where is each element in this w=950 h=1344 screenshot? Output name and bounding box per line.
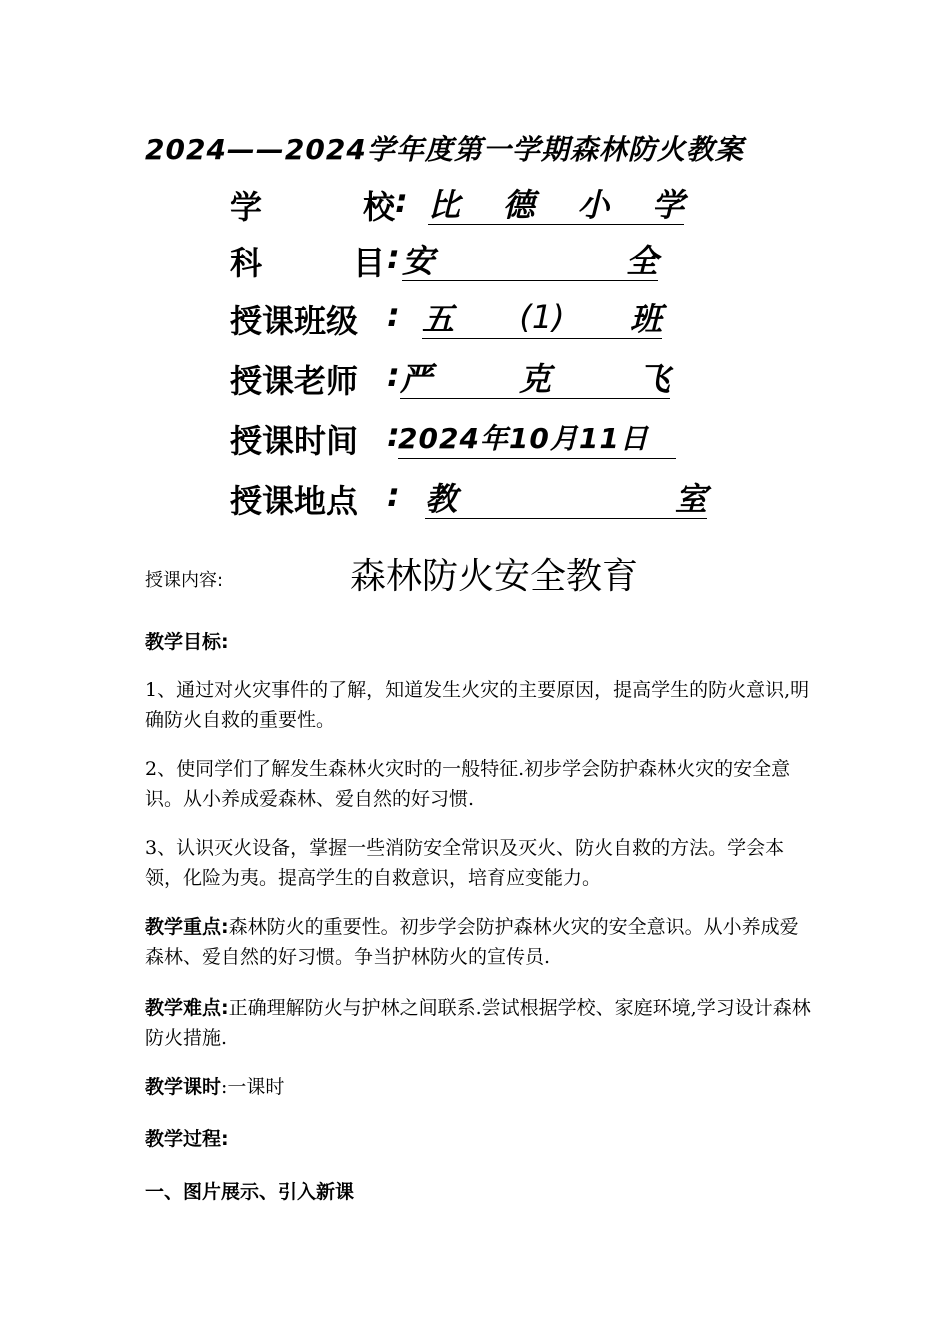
key-points-text: 森林防火的重要性。初步学会防护森林火灾的安全意识。从小养成爱森林、爱自然的好习惯。争当护林防火的宣传员. (145, 916, 799, 968)
info-value-class: 五 (1) 班 (422, 298, 662, 338)
info-value-subject: 安 全 (402, 238, 658, 281)
info-value-school: 比 德 小 学 (428, 182, 684, 225)
objectives-heading: 教学目标: (145, 631, 229, 653)
info-label-class: 授课班级 (230, 302, 359, 340)
objective-item-1: 1、通过对火灾事件的了解，知道发生火灾的主要原因，提高学生的防火意识,明确防火自救的重要性。 (145, 679, 810, 731)
objective-item-2: 2、使同学们了解发生森林火灾时的一般特征.初步学会防护森林火灾的安全意识。从小养成爱森林、爱自然的好习惯. (145, 758, 791, 810)
info-label-school: 学 校 (230, 188, 395, 226)
info-value-place: 教 室 (425, 476, 707, 519)
info-label-time: 授课时间 (230, 422, 359, 460)
info-label-subject: 科 目 (230, 244, 385, 282)
info-label-place: 授课地点 (230, 482, 359, 520)
lesson-hours-label: 教学课时 (145, 1076, 222, 1098)
objective-item-3: 3、认识灭火设备，掌握一些消防安全常识及灭火、防火自救的方法。学会本领，化险为夷。提高学生的自救意识，培育应变能力。 (145, 837, 785, 889)
lesson-content (145, 548, 845, 598)
info-value-teacher: 严 克 飞 (400, 356, 670, 399)
info-label-teacher: 授课老师 (230, 362, 359, 400)
difficulties-text: 正确理解防火与护林之间联系.尝试根据学校、家庭环境,学习设计森林防火措施. (145, 997, 811, 1049)
lesson-hours-text: :一课时 (221, 1076, 285, 1098)
lesson-content-label: 授课内容: (145, 570, 224, 591)
info-value-time: 2024年10月11日 (398, 416, 676, 459)
lesson-hours (145, 1072, 815, 1102)
key-points (145, 912, 815, 972)
key-points-label: 教学重点: (145, 916, 229, 938)
lesson-content-title: 森林防火安全教育 (350, 556, 639, 597)
section-1-heading: 一、图片展示、引入新课 (145, 1181, 355, 1203)
difficulties-label: 教学难点: (145, 997, 229, 1019)
document-title: 2024——2024学年度第一学期森林防火教案 (145, 133, 744, 166)
document-page: 2024——2024学年度第一学期森林防火教案 学 校 : 比 德 小 学 科 目 : 安 全 授课班级 : 五 (1) 班 授课老师 : 严 克 飞 授课时间 : 2024年10月11日 授课地点 : 教 室 授课内容: 森林防火安全教育 教学目标: 1、通过对火灾事件的了解，知道发生火灾的主要原因，提高学生的防火意识,明确防火自救的重要性。 2、使同学们了解发生森林火灾时的一般特征.初步学会防护森林火灾的安全意识。从小养成爱森林、爱自然的好习惯. 3、认识灭火设备，掌握一些消防安全常识及灭火、防火自救的方法。学会本领，化险为夷。提高学生的自救意识，培育应变能力。 教学重点:森林防火的重要性。初步学会防护森林火灾的安全意识。从小养成爱森林、爱自然的好习惯。争当护林防火的宣传员. 教学难点:正确理解防火与护林之间联系.尝试根据学校、家庭环境,学习设计森林防火措施. 教学课时:一课时 教学过程: 一、图片展示、引入新课 (0, 0, 950, 1344)
difficulties (145, 993, 815, 1053)
process-heading: 教学过程: (145, 1128, 229, 1150)
